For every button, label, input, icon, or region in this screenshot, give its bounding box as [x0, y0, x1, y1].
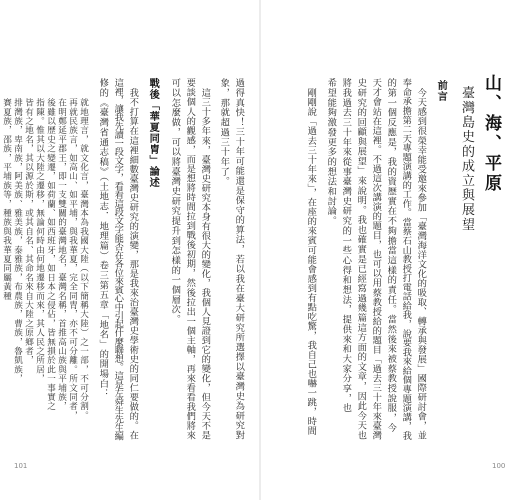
text-column: 剛剛說「過去三十年來」，在座的來賓可能會感到有點吃驚，我自己也嚇一跳，時間 — [305, 88, 317, 436]
text-column: 可以怎麼做，可以將臺灣史研究提升到怎樣的一個層次。 — [169, 78, 181, 325]
quote-column: 指陳。惟其以大陸之遷移，無論何時由何地遷移而來，其人民之所居， — [34, 98, 45, 384]
text-column: 天才會站在這裡。不過這次講演的題目，也可以用蔡教授給的題目「過去三十年來臺灣 — [370, 78, 382, 440]
quote-column: 在明鄭延平郡王，即一支雙關的臺灣地名，臺灣名稱，首推高山族與平埔族， — [56, 98, 67, 411]
quote-column: 皆有之地名，其以源於斯，或其自名、其命名來自大陸之原鄉者， — [23, 98, 34, 365]
text-column: 今天感到很榮幸能受邀來參加「臺灣海洋文化的吸取、轉承與發展」國際研討會，並 — [415, 88, 427, 440]
text-column: 的第一個反應是，我的資歷實在不夠擔當這樣的責任。當然後來被蔡教授說服，今 — [385, 78, 397, 433]
quote-column: 賽夏族，邵族，平埔族等，種族與我華夏同屬黃種 — [1, 98, 12, 301]
text-column: 修的《臺灣省通志稿》（土地志．地理篇）卷三第五章「地名」的開場白： — [97, 78, 109, 399]
chapter-title: 山、海、平原 — [481, 74, 501, 194]
quote-column: 就地理言，就文化言，臺灣本為我國大陸（以下簡稱大陸）之一部，不可分割。 — [78, 98, 89, 420]
right-page — [260, 0, 520, 500]
text-column: 這三十多年來，臺灣史研究本身有很大的變化，我個人見證到它的變化，但今天不是 — [199, 88, 211, 440]
section-heading: 前言 — [435, 80, 448, 102]
page-number: 101 — [14, 462, 28, 470]
text-column: 象，那就超過三十年了。 — [218, 78, 230, 187]
quote-column: 排灣族，卑南族，阿美族、雅美族，泰雅族，布農族，曹族，魯凱族， — [12, 98, 23, 384]
text-column: 要談個人的觀感，而是想將時間拉到戰後初期，然後拉出一個主軸，再來看看我們將來 — [184, 78, 196, 440]
text-column: 過得真快！三十年可能還是保守的算法，若以我在臺大研究所選擇以臺灣史為研究對 — [233, 78, 245, 440]
text-column: 我不打算在這裡細數臺灣史研究的演變，那是我來治臺灣史學術史的同仁要做的。在 — [127, 88, 139, 440]
section-heading: 戰後「華夏同胄」論述 — [147, 78, 160, 188]
page-number: 100 — [492, 462, 506, 470]
text-column: 史研究的回顧與展望」來說明。我也確實是已經寫過幾篇這方面的文章，因此今天也 — [355, 78, 367, 440]
quote-column: 後雖以歷史之變遷，如荷蘭、如西班牙，如日本之侵佔，皆無損於此一事實之 — [45, 98, 56, 411]
text-column: 將我過去三十年來從事臺灣史研究的一些心得和想法，提供來和大家分享，也 — [340, 78, 352, 413]
text-column: 這裡，讓我先讀一段文字，看看這段文字能否在各位來賓心中引起什麼聯想。這是左舜生先生編 — [112, 78, 124, 441]
quote-column: 再就民族言，如高山、如平埔，與我華夏，完全同胄，亦不可分離。所文同者， — [67, 98, 78, 420]
chapter-subtitle: 臺灣島史的成立與展望 — [459, 86, 474, 232]
text-column: 奉命承擔第二天專題演講的工作。當蔡石山教授打電話給我，說要我來給個專題演講，我 — [400, 78, 412, 440]
text-column: 希望能夠激發更多的想法和討論。 — [325, 78, 337, 226]
